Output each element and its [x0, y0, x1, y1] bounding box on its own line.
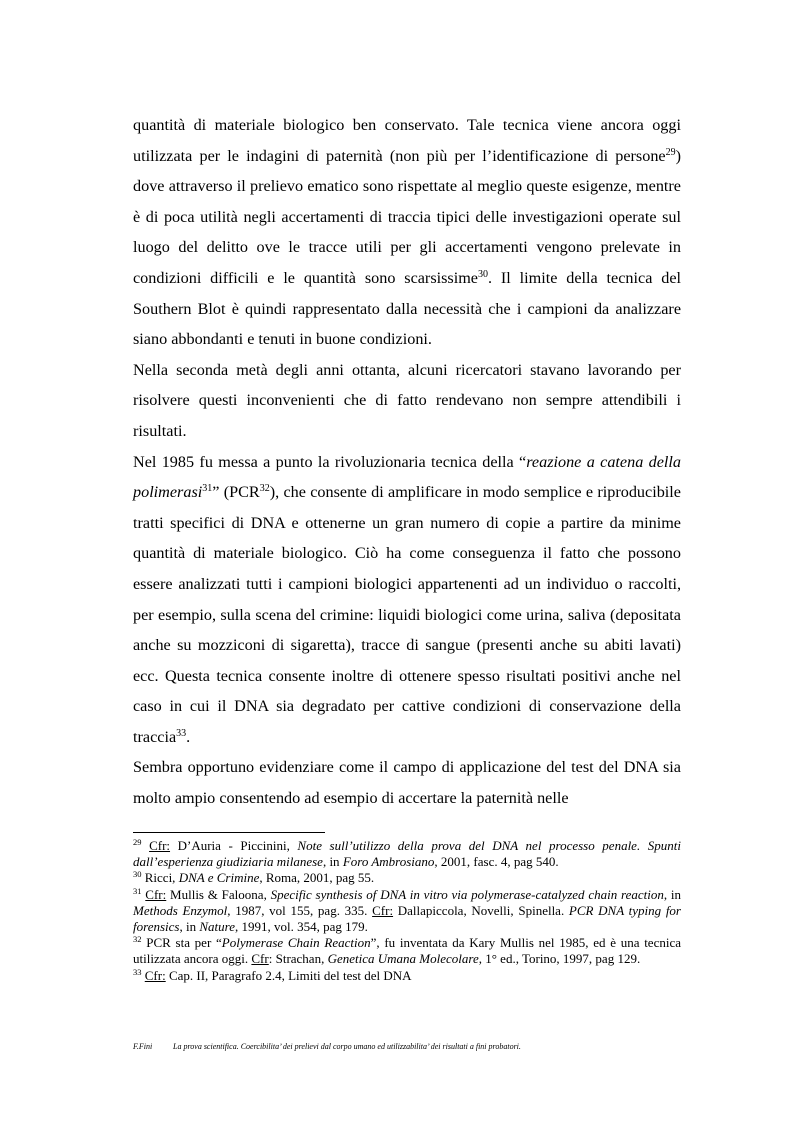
- footnote-33: $^{33}$ Cfr: Cap. II, Paragrafo 2.4, Limiti del test del DNA: [133, 966, 412, 983]
- footer-author: F.Fini: [133, 1042, 153, 1051]
- footnote-ref-33[interactable]: 33: [176, 727, 187, 739]
- page-footer: [133, 1042, 681, 1051]
- footnote-32: $^{32}$ PCR sta per “Polymerase Chain Reaction”, fu inventata da Kary Mullis nel 1985, ed è una tecnica utilizzata ancora oggi. Cfr: Strachan, Genetica Umana Molecolare, 1° ed., Torino, 1997, pag 129.: [133, 934, 682, 967]
- footnote-ref-32[interactable]: 32: [259, 483, 270, 495]
- footnote-29: $^{29}$ Cfr: D’Auria - Piccinini, Note sull’utilizzo della prova del DNA nel processo penale. Spunti dall’esperienza giudiziaria milanese, in Foro Ambrosiano, 2001, fasc. 4, pag 540.: [133, 837, 681, 870]
- paragraph-2: Nella seconda metà degli anni ottanta, alcuni ricercatori stavano lavorando per risolvere questi inconvenienti che di fatto rendevano non sempre attendibili i risultati.: [133, 360, 681, 440]
- footnote-ref-30[interactable]: 30: [478, 268, 488, 280]
- footnote-ref-31[interactable]: 31: [202, 483, 213, 495]
- paragraph-1: quantità di materiale biologico ben conservato. Tale tecnica viene ancora oggi utilizzata per le indagini di paternità (non più per l’identificazione di persone$^{29}$) dove attraverso il prelievo ematico sono rispettate al meglio queste esigenze, mentre è di poca utilità negli accertamenti di traccia tipici delle investigazioni operate sul luogo del delitto ove le tracce utili per gli accertamenti vengono prelevate in condizioni difficili e le quantità sono scarsissime$^{30}$. Il limite della tecnica del Southern Blot è quindi rappresentato dalla necessità che i campioni da analizzare siano abbondanti e tenuti in buone condizioni.: [133, 116, 682, 349]
- main-body-text: [133, 110, 681, 814]
- pcr-term: reazione a catena della polimerasi: [133, 452, 681, 502]
- paragraph-4: Sembra opportuno evidenziare come il campo di applicazione del test del DNA sia molto ampio consentendo ad esempio di accertare la paternità nelle: [133, 758, 681, 808]
- footer-title: La prova scientifica. Coercibilita’ dei prelievi dal corpo umano ed utilizzabilita’ dei risultati a fini probatori.: [173, 1042, 521, 1051]
- paragraph-3: Nel 1985 fu messa a punto la rivoluzionaria tecnica della “reazione a catena della polimerasi$^{31}$” (PCR$^{32}$), che consente di amplificare in modo semplice e riproducibile tratti specifici di DNA e ottenerne un gran numero di copie a partire da minime quantità di materiale biologico. Ciò ha come conseguenza il fatto che possono essere analizzati tutti i campioni biologici appartenenti ad un individuo o raccolti, per esempio, sulla scena del crimine: liquidi biologici come urina, saliva (depositata anche su mozziconi di sigaretta), tracce di sangue (presenti anche su abiti lavati) ecc. Questa tecnica consente inoltre di ottenere spesso risultati positivi anche nel caso in cui il DNA sia degradato per cattive condizioni di conservazione della traccia$^{33}$.: [133, 452, 681, 746]
- footnotes: [133, 838, 681, 984]
- footnote-30: $^{30}$ Ricci, DNA e Crimine, Roma, 2001, pag 55.: [133, 869, 375, 886]
- footnote-separator: [133, 832, 325, 833]
- footnote-31: $^{31}$ Cfr: Mullis & Faloona, Specific synthesis of DNA in vitro via polymerase-catalyzed chain reaction, in Methods Enzymol, 1987, vol 155, pag. 335. Cfr: Dallapiccola, Novelli, Spinella. PCR DNA typing for forensics, in Nature, 1991, vol. 354, pag 179.: [133, 885, 681, 935]
- footnote-ref-29[interactable]: 29: [665, 146, 676, 158]
